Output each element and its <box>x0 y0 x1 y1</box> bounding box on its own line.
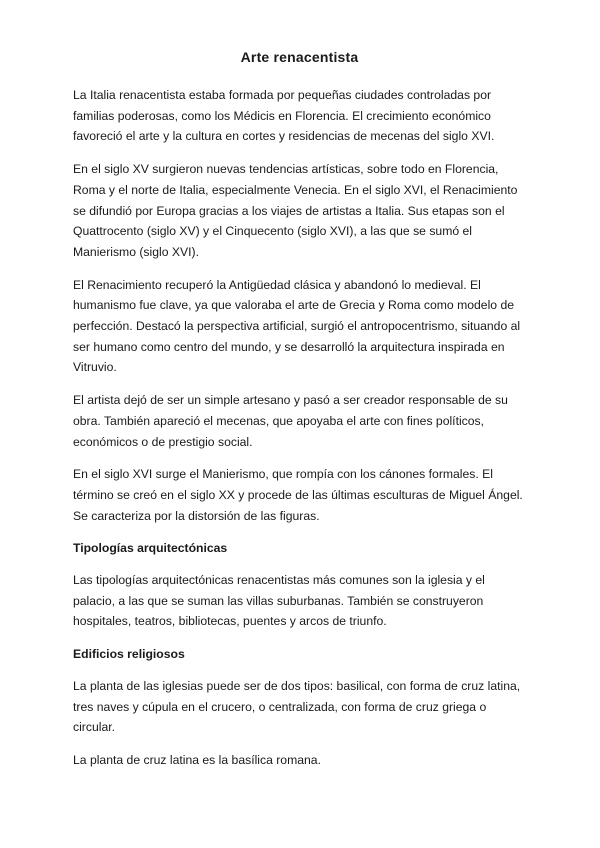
intro-paragraph-5: En el siglo XVI surge el Manierismo, que rompía con los cánones formales. El término se creó en el siglo XX y procede de las últimas esculturas de Miguel Ángel. Se caracteriza por la distorsión de las figuras. <box>73 467 523 523</box>
intro-paragraph-4: El artista dejó de ser un simple artesano y pasó a ser creador responsable de su obra. También apareció el mecenas, que apoyaba el arte con fines políticos, económicos o de prestigio social. <box>73 393 508 449</box>
edificios-religiosos-paragraph-2: La planta de cruz latina es la basílica romana. <box>73 752 321 767</box>
section-heading-edificios-religiosos: Edificios religiosos <box>73 647 185 662</box>
intro-paragraph-1: La Italia renacentista estaba formada por pequeñas ciudades controladas por familias poderosas, como los Médicis en Florencia. El crecimiento económico favoreció el arte y la cultura en cortes y residencias de mecenas del siglo XVI. <box>73 88 495 144</box>
intro-paragraph-3: El Renacimiento recuperó la Antigüedad clásica y abandonó lo medieval. El humanismo fue clave, ya que valoraba el arte de Grecia y Roma como modelo de perfección. Destacó la perspectiva artificial, surgió el antropocentrismo, situando al ser humano como centro del mundo, y se desarrolló la arquitectura inspirada en Vitruvio. <box>73 277 521 375</box>
section-heading-tipologias: Tipologías arquitectónicas <box>73 541 228 556</box>
tipologias-paragraph: Las tipologías arquitectónicas renacentistas más comunes son la iglesia y el palacio, a las que se suman las villas suburbanas. También se construyeron hospitales, teatros, bibliotecas, puentes y arcos de triunfo. <box>73 573 485 629</box>
document-title: Arte renacentista <box>240 49 359 65</box>
intro-paragraph-2: En el siglo XV surgieron nuevas tendencias artísticas, sobre todo en Florencia, Roma y el norte de Italia, especialmente Venecia. En el siglo XVI, el Renacimiento se difundió por Europa gracias a los viajes de artistas a Italia. Sus etapas son el Quattrocento (siglo XV) y el Cinquecento (siglo XVI), a las que se sumó el Manierismo (siglo XVI). <box>73 162 518 259</box>
edificios-religiosos-paragraph-1: La planta de las iglesias puede ser de dos tipos: basilical, con forma de cruz latina, tres naves y cúpula en el crucero, o centralizada, con forma de cruz griega o circular. <box>73 678 521 735</box>
